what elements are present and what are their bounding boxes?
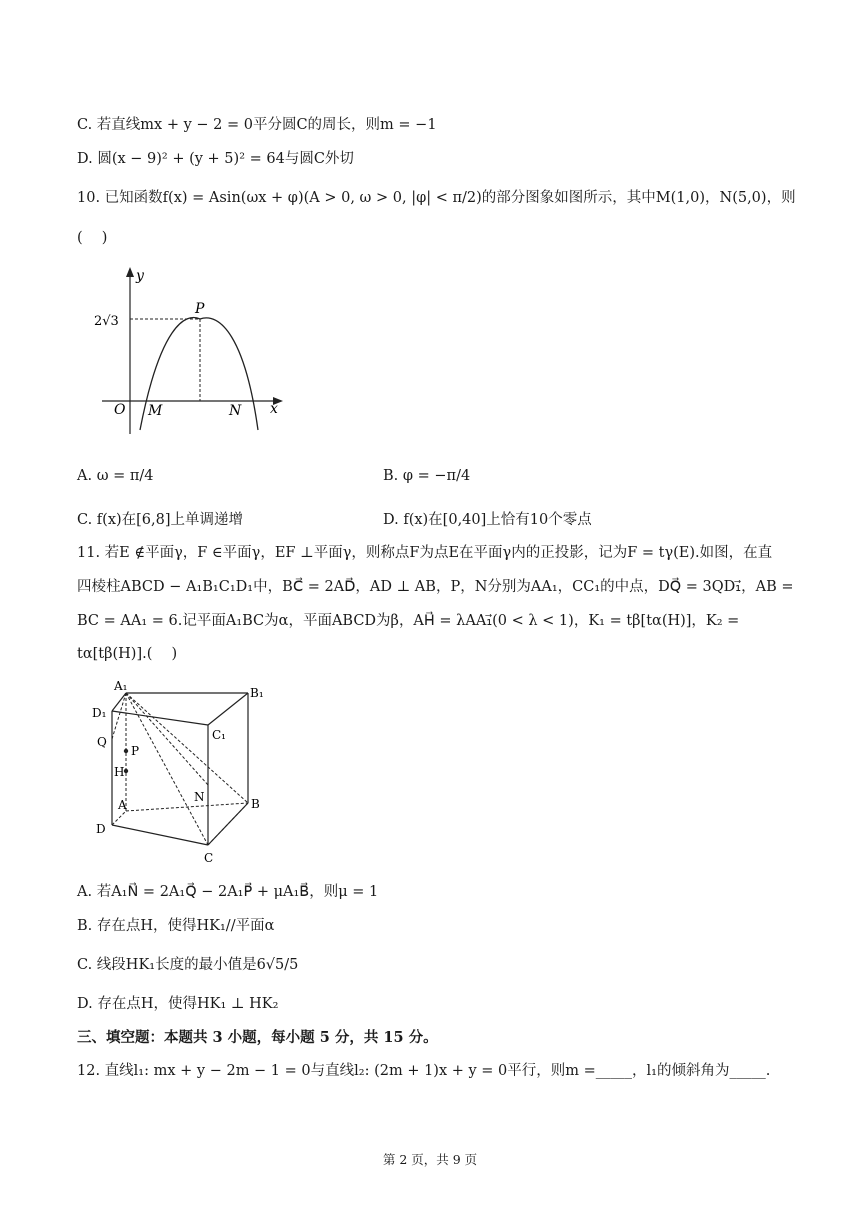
q11-stem-line2: 四棱柱ABCD − A₁B₁C₁D₁中，BC⃗ = 2AD⃗，AD ⊥ AB，P，N分别为AA₁，CC₁的中点，DQ⃗ = 3QD₁⃗，AB = <box>77 579 794 595</box>
label-a: A <box>118 798 127 812</box>
q9-option-c: C. 若直线mx + y − 2 = 0平分圆C的周长，则m = −1 <box>77 117 437 133</box>
label-d: D <box>96 822 106 836</box>
q10-sine-graph <box>90 262 290 442</box>
label-h: H <box>114 765 125 779</box>
label-b: B <box>251 797 260 811</box>
q11-option-c: C. 线段HK₁长度的最小值是6√5/5 <box>77 957 299 973</box>
label-d1: D₁ <box>92 706 107 720</box>
peak-label: P <box>195 301 205 317</box>
x-axis-label: x <box>270 401 278 417</box>
q10-option-a: A. ω = π/4 <box>77 468 154 484</box>
q10-option-d: D. f(x)在[0,40]上恰有10个零点 <box>383 512 592 528</box>
q11-stem-line3: BC = AA₁ = 6.记平面A₁BC为α，平面ABCD为β，AH⃗ = λAA₁⃗(0 < λ < 1)，K₁ = tβ[tα(H)]，K₂ = <box>77 613 740 629</box>
section-heading-fill-in: 三、填空题：本题共 3 小题，每小题 5 分，共 15 分。 <box>77 1029 438 1046</box>
label-b1: B₁ <box>250 686 264 700</box>
q11-option-b: B. 存在点H，使得HK₁//平面α <box>77 918 275 934</box>
label-p: P <box>131 744 140 758</box>
point-p <box>124 749 128 753</box>
label-q: Q <box>97 735 107 749</box>
q11-option-d: D. 存在点H，使得HK₁ ⊥ HK₂ <box>77 996 279 1012</box>
q11-option-a: A. 若A₁N⃗ = 2A₁Q⃗ − 2A₁P⃗ + μA₁B⃗，则μ = 1 <box>77 884 379 900</box>
q10-option-b: B. φ = −π/4 <box>383 468 471 484</box>
origin-label: O <box>114 402 126 418</box>
q10-stem: 10. 已知函数f(x) = Asin(ωx + φ)(A > 0, ω > 0, |φ| < π/2)的部分图象如图所示，其中M(1,0)，N(5,0)，则 <box>77 190 796 206</box>
label-c: C <box>204 851 214 865</box>
y-axis-label: y <box>136 268 144 284</box>
q11-prism-figure <box>90 673 280 868</box>
y-axis-arrow <box>126 267 134 277</box>
point-m-label: M <box>148 403 163 419</box>
peak-value-label: 2√3 <box>94 314 119 329</box>
label-n: N <box>194 790 205 804</box>
label-c1: C₁ <box>212 728 226 742</box>
q10-option-c: C. f(x)在[6,8]上单调递增 <box>77 512 244 528</box>
q12-text: 12. 直线l₁: mx + y − 2m − 1 = 0与直线l₂: (2m + 1)x + y = 0平行，则m =_____，l₁的倾斜角为_____. <box>77 1063 771 1079</box>
label-a1: A₁ <box>114 679 128 693</box>
q11-stem-line1: 11. 若E ∉平面γ，F ∈平面γ，EF ⊥平面γ，则称点F为点E在平面γ内的正投影，记为F = tγ(E).如图，在直 <box>77 545 773 561</box>
q11-stem-line4: tα[tβ(H)].( ) <box>77 646 178 662</box>
q10-answer-paren: ( ) <box>77 230 108 246</box>
q9-option-d: D. 圆(x − 9)² + (y + 5)² = 64与圆C外切 <box>77 151 354 167</box>
page-footer: 第 2 页，共 9 页 <box>382 1152 478 1167</box>
point-n-label: N <box>229 403 242 419</box>
